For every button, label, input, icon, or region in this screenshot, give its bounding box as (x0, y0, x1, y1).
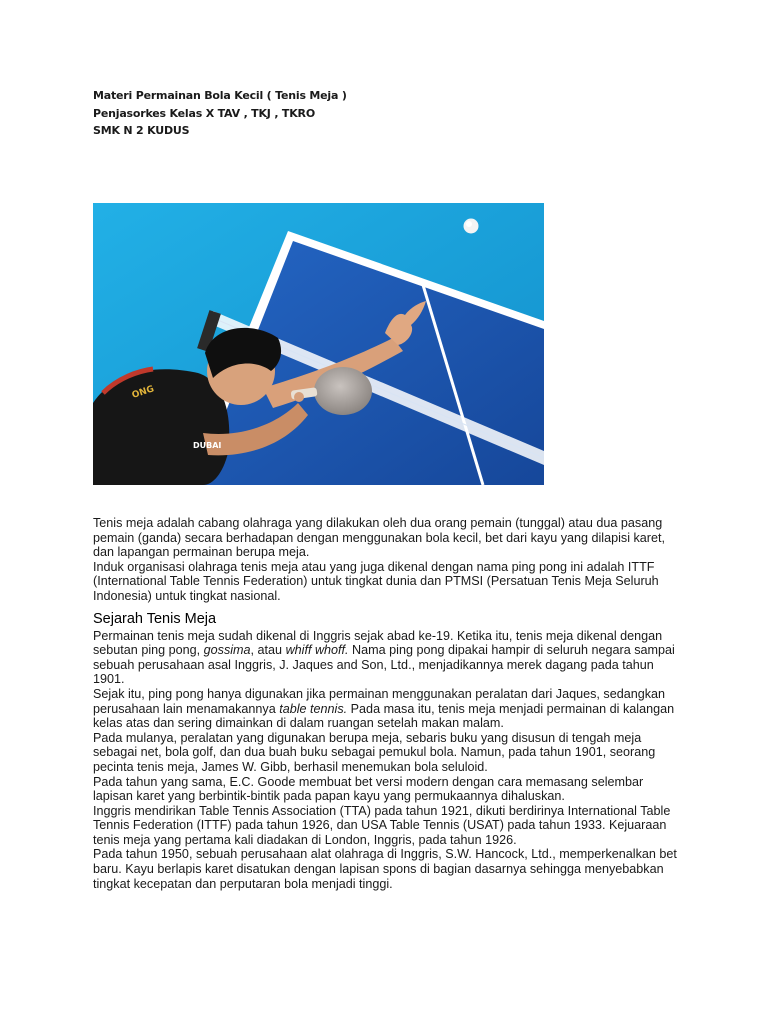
history-paragraph-6: Pada tahun 1950, sebuah perusahaan alat olahraga di Inggris, S.W. Hancock, Ltd., memperkenalkan bet baru. Kayu berlapis karet disatukan dengan lapisan spons di bagian dasarnya sehingga menyebabkan tingkat kecepatan dan perputaran bola menjadi tinggi. (93, 847, 677, 891)
intro-paragraph-1: Tenis meja adalah cabang olahraga yang dilakukan oleh dua orang pemain (tunggal) atau dua pasang pemain (ganda) secara berhadapan dengan menggunakan bola kecil, bet dari kayu yang dilapisi karet, dan lapangan permainan berupa meja. (93, 516, 665, 560)
header-class: Penjasorkes Kelas X TAV , TKJ , TKRO (93, 106, 315, 120)
history-paragraph-5: Inggris mendirikan Table Tennis Association (TTA) pada tahun 1921, dikuti berdirinya International Table Tennis Federation (ITTF) pada tahun 1926, dan USA Table Tennis (USAT) pada tahun 1933. Kejuaraan tenis meja yang pertama kali diadakan di London, Inggris, pada tahun 1926. (93, 803, 671, 847)
article-body (93, 516, 683, 891)
history-paragraph-1: Permainan tenis meja sudah dikenal di Inggris sejak abad ke-19. Ketika itu, tenis meja dikenal dengan sebutan ping pong, gossima, atau whiff whoff. Nama ping pong dipakai hampir di seluruh negara sampai sebuah perusahaan asal Inggris, J. Jaques and Son, Ltd., menjadikannya merek dagang pada tahun 1901. (93, 628, 675, 687)
intro-paragraph-2: Induk organisasi olahraga tenis meja atau yang juga dikenal dengan nama ping pong ini adalah ITTF (International Table Tennis Federation) untuk tingkat dunia dan PTMSI (Persatuan Tenis Meja Seluruh Indonesia) untuk tingkat nasional. (93, 559, 659, 603)
header-school: SMK N 2 KUDUS (93, 124, 190, 137)
svg-text:ONG: ONG (130, 384, 156, 401)
jersey-logo: DUBAI (193, 441, 222, 450)
document-header (93, 87, 347, 140)
header-title: Materi Permainan Bola Kecil ( Tenis Meja ) (93, 89, 347, 102)
history-paragraph-4: Pada tahun yang sama, E.C. Goode membuat bet versi modern dengan cara memasang selembar lapisan karet yang berbintik-bintik pada papan kayu yang permukaannya dihaluskan. (93, 774, 644, 804)
table-tennis-photo (93, 203, 544, 485)
history-paragraph-3: Pada mulanya, peralatan yang digunakan berupa meja, sebaris buku yang disusun di tengah meja sebagai net, bola golf, dan dua buah buku sebagai pemukul bola. Namun, pada tahun 1901, seorang pecinta tenis meja, James W. Gibb, berhasil menemukan bola seluloid. (93, 730, 656, 774)
section-heading: Sejarah Tenis Meja (93, 610, 217, 627)
paddle-blade (314, 367, 372, 415)
history-paragraph-2: Sejak itu, ping pong hanya digunakan jika permainan menggunakan peralatan dari Jaques, sedangkan perusahaan lain menamakannya table tennis. Pada masa itu, tenis meja menjadi permainan di kalangan kelas atas dan sering dimainkan di dalam ruangan setelah makan malam. (93, 686, 675, 731)
